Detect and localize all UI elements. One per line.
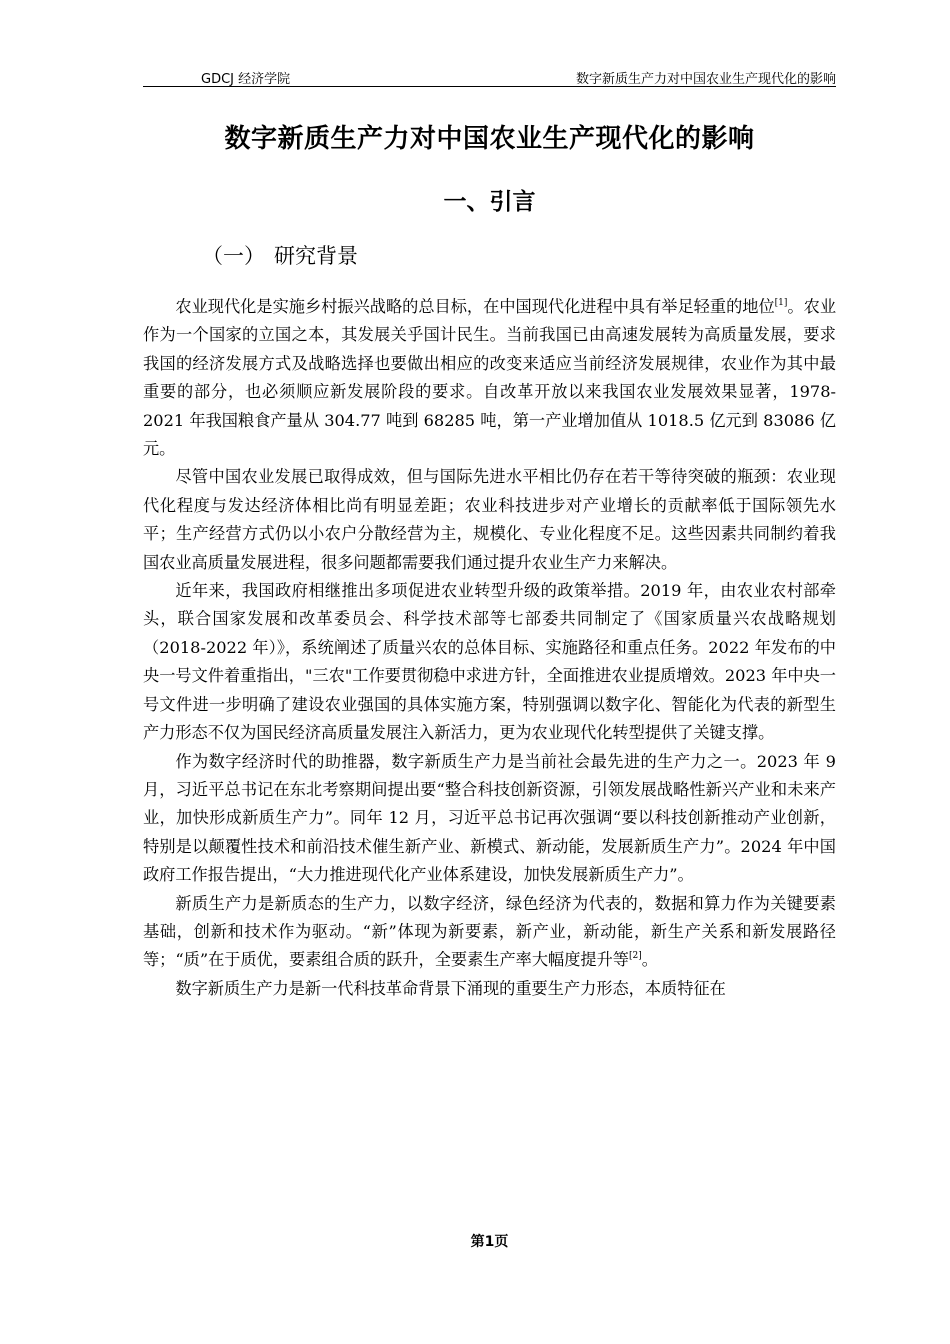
header-left-text: GDCJ 经济学院 (201, 72, 291, 87)
subsection-heading (202, 240, 358, 270)
paragraph (143, 748, 836, 890)
body-text (143, 293, 836, 1003)
paragraph (143, 293, 836, 463)
subsection-number: （一） (202, 244, 265, 268)
header-rule (143, 86, 836, 87)
paragraph (143, 463, 836, 577)
citation-ref: [2] (629, 951, 642, 962)
paragraph (143, 577, 836, 747)
page-number: 第1页 (470, 1234, 509, 1250)
paragraph-text: 。农业作为一个国家的立国之本，其发展关乎国计民生。当前我国已由高速发展转为高质量发展，要求我国的经济发展方式及战略选择也要做出相应的改变来适应当前经济发展规律，农业作为其中最重要的部分，也必须顺应新发展阶段的要求。自改革开放以来我国农业发展效果显著，1978-2021 年我国粮食产量从 304.77 吨到 68285 吨，第一产业增加值从 1018.5 亿元到 83086 亿元。 (143, 297, 837, 459)
paragraph (143, 975, 836, 1003)
paragraph-text: 作为数字经济时代的助推器，数字新质生产力是当前社会最先进的生产力之一。2023 年 9 月，习近平总书记在东北考察期间提出要“整合科技创新资源，引领发展战略性新兴产业和未来产业，加快形成新质生产力”。同年 12 月，习近平总书记再次强调“要以科技创新推动产业创新，特别是以颠覆性技术和前沿技术催生新产业、新模式、新动能，发展新质生产力”。2024 年中国政府工作报告提出，“大力推进现代化产业体系建设，加快发展新质生产力”。 (143, 751, 836, 885)
paragraph (143, 890, 836, 975)
section-heading: 一、引言 (443, 189, 536, 215)
header-right-text: 数字新质生产力对中国农业生产现代化的影响 (575, 72, 836, 87)
paragraph-text: 。 (641, 950, 658, 970)
document-title: 数字新质生产力对中国农业生产现代化的影响 (224, 124, 755, 154)
paragraph-text: 新质生产力是新质态的生产力，以数字经济，绿色经济为代表的，数据和算力作为关键要素基础，创新和技术作为驱动。“新”体现为新要素，新产业，新动能，新生产关系和新发展路径等；“质”在于质优，要素组合质的跃升，全要素生产率大幅度提升等 (143, 893, 836, 970)
paragraph-text: 尽管中国农业发展已取得成效，但与国际先进水平相比仍存在若干等待突破的瓶颈：农业现代化程度与发达经济体相比尚有明显差距；农业科技进步对产业增长的贡献率低于国际领先水平；生产经营方式仍以小农户分散经营为主，规模化、专业化程度不足。这些因素共同制约着我国农业高质量发展进程，很多问题都需要我们通过提升农业生产力来解决。 (143, 467, 836, 572)
paragraph-text: 近年来，我国政府相继推出多项促进农业转型升级的政策举措。2019 年，由农业农村部牵头，联合国家发展和改革委员会、科学技术部等七部委共同制定了《国家质量兴农战略规划（2018-2022 年）》，系统阐述了质量兴农的总体目标、实施路径和重点任务。2022 年发布的中央一号文件着重指出，"三农"工作要贯彻稳中求进方针，全面推进农业提质增效。2023 年中央一号文件进一步明确了建设农业强国的具体实施方案，特别强调以数字化、智能化为代表的新型生产力形态不仅为国民经济高质量发展注入新活力，更为农业现代化转型提供了关键支撑。 (143, 581, 836, 743)
subsection-title: 研究背景 (274, 244, 358, 268)
paragraph-text: 农业现代化是实施乡村振兴战略的总目标，在中国现代化进程中具有举足轻重的地位 (175, 297, 775, 316)
citation-ref: [1] (774, 298, 788, 308)
page-header (143, 66, 836, 86)
paragraph-text: 数字新质生产力是新一代科技革命背景下涌现的重要生产力形态，本质特征在 (175, 978, 726, 998)
